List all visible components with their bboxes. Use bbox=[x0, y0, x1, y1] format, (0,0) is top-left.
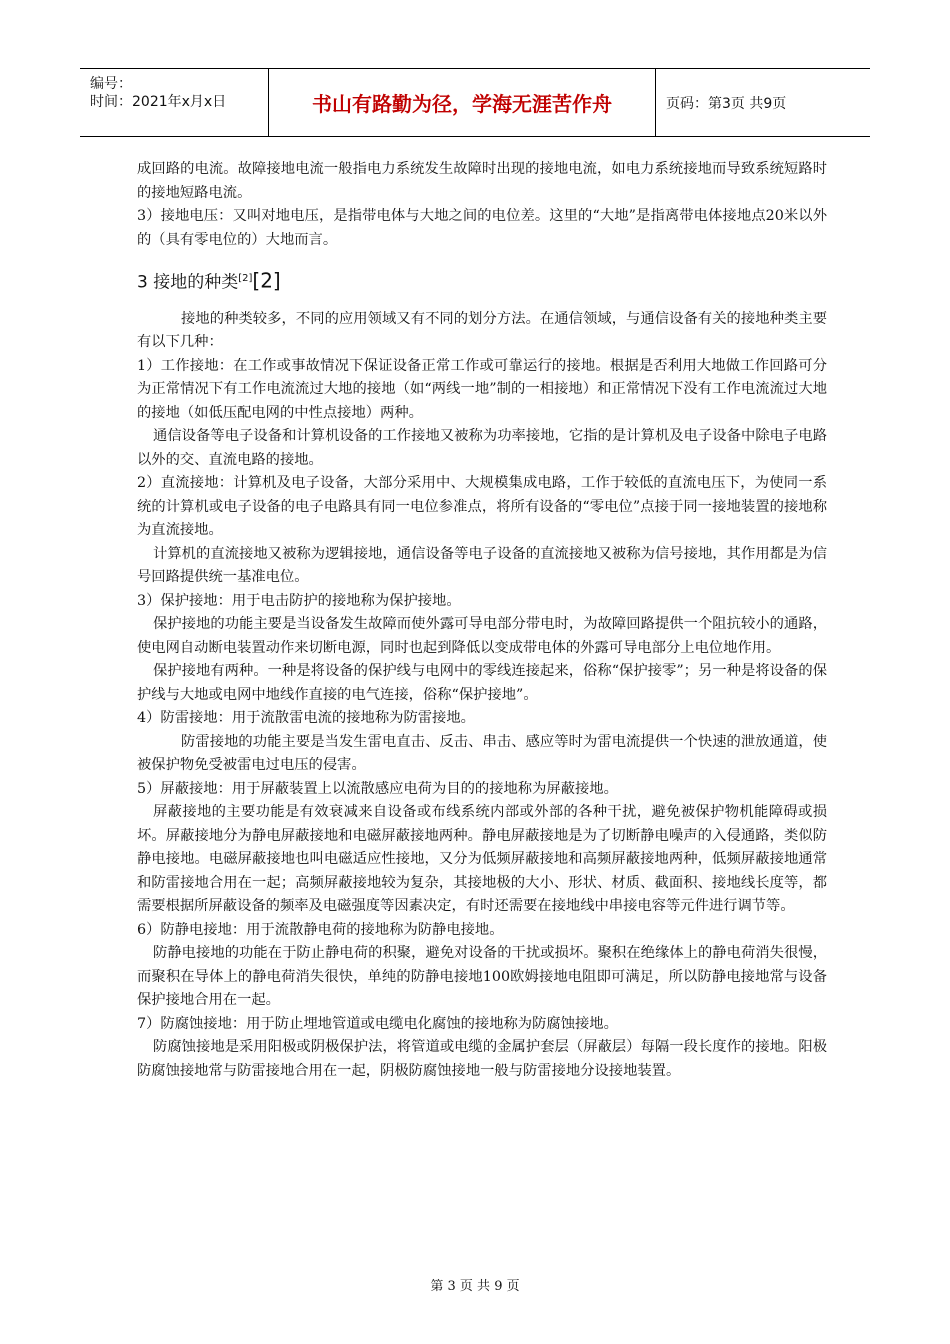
paragraph: 保护接地的功能主要是当设备发生故障而使外露可导电部分带电时，为故障回路提供一个阻抗较小的通路，使电网自动断电装置动作来切断电源，同时也起到降低以变成带电体的外露可导电部分上电位地作用。 bbox=[137, 616, 827, 656]
paragraph: 防静电接地的功能在于防止静电荷的积聚，避免对设备的干扰或损坏。聚积在绝缘体上的静电荷消失很慢，而聚积在导体上的静电荷消失很快，单纯的防静电接地100欧姆接地电阻即可满足，所以防静电接地常与设备保护接地合用在一起。 bbox=[137, 945, 827, 1009]
paragraph: 接地的种类较多，不同的应用领域又有不同的划分方法。在通信领域，与通信设备有关的接地种类主要有以下几种： bbox=[137, 310, 827, 351]
citation-superscript: [2] bbox=[238, 273, 253, 284]
page-header bbox=[80, 68, 870, 137]
paragraph: 通信设备等电子设备和计算机设备的工作接地又被称为功率接地，它指的是计算机及电子设备中除电子电路以外的交、直流电路的接地。 bbox=[137, 428, 827, 468]
header-info bbox=[80, 69, 268, 136]
list-item: 6）防静电接地：用于流散静电荷的接地称为防静电接地。 bbox=[137, 921, 504, 938]
list-item: 5）屏蔽接地：用于屏蔽装置上以流散感应电荷为目的的接地称为屏蔽接地。 bbox=[137, 780, 618, 797]
document-number-label: 编号： bbox=[90, 76, 132, 92]
section-title: 3 接地的种类 bbox=[137, 272, 239, 293]
list-item: 2）直流接地：计算机及电子设备，大部分采用中、大规模集成电路，工作于较低的直流电压下，为使同一系统的计算机或电子设备的电子电路具有同一电位参准点，将所有设备的“零电位”点接于同一接地装置的接地称为直流接地。 bbox=[137, 475, 827, 539]
list-item: 7）防腐蚀接地：用于防止埋地管道或电缆电化腐蚀的接地称为防腐蚀接地。 bbox=[137, 1015, 618, 1032]
list-item: 3）保护接地：用于电击防护的接地称为保护接地。 bbox=[137, 592, 461, 609]
paragraph: 保护接地有两种。一种是将设备的保护线与电网中的零线连接起来，俗称“保护接零”；另一种是将设备的保护线与大地或电网中地线作直接的电气连接，俗称“保护接地”。 bbox=[137, 663, 827, 703]
header-motto: 书山有路勤为径，学海无涯苦作舟 bbox=[312, 92, 612, 116]
list-item: 4）防雷接地：用于流散雷电流的接地称为防雷接地。 bbox=[137, 710, 475, 727]
paragraph: 3）接地电压：又叫对地电压，是指带电体与大地之间的电位差。这里的“大地”是指离带电体接地点20米以外的（具有零电位的）大地而言。 bbox=[137, 208, 827, 248]
paragraph: 屏蔽接地的主要功能是有效衰减来自设备或布线系统内部或外部的各种干扰，避免被保护物机能障碍或损坏。屏蔽接地分为静电屏蔽接地和电磁屏蔽接地两种。静电屏蔽接地是为了切断静电噪声的入侵通路，类似防静电接地。电磁屏蔽接地也叫电磁适应性接地，又分为低频屏蔽接地和高频屏蔽接地两种，低频屏蔽接地通常和防雷接地合用在一起；高频屏蔽接地较为复杂，其接地极的大小、形状、材质、截面积、接地线长度等，都需要根据所屏蔽设备的频率及电磁强度等因素决定，有时还需要在接地线中串接电容等元件进行调节等。 bbox=[137, 804, 827, 915]
document-date-label: 时间：2021年x月x日 bbox=[90, 94, 227, 110]
paragraph: 计算机的直流接地又被称为逻辑接地，通信设备等电子设备的直流接地又被称为信号接地，其作用都是为信号回路提供统一基准电位。 bbox=[137, 545, 827, 586]
paragraph: 防雷接地的功能主要是当发生雷电直击、反击、串击、感应等时为雷电流提供一个快速的泄放通道，使被保护物免受被雷电过电压的侵害。 bbox=[137, 733, 827, 774]
page-footer bbox=[0, 1275, 950, 1294]
document-body bbox=[137, 158, 827, 1083]
paragraph: 成回路的电流。故障接地电流一般指电力系统发生故障时出现的接地电流，如电力系统接地而导致系统短路时的接地短路电流。 bbox=[137, 161, 827, 201]
paragraph: 防腐蚀接地是采用阳极或阴极保护法，将管道或电缆的金属护套层（屏蔽层）每隔一段长度作的接地。阳极防腐蚀接地常与防雷接地合用在一起，阴极防腐蚀接地一般与防雷接地分设接地装置。 bbox=[137, 1039, 827, 1079]
header-divider bbox=[655, 69, 656, 136]
header-page-number: 页码：第3页 共9页 bbox=[666, 95, 787, 112]
section-heading bbox=[137, 266, 827, 296]
list-item: 1）工作接地：在工作或事故情况下保证设备正常工作或可靠运行的接地。根据是否利用大地做工作回路可分为正常情况下有工作电流流过大地的接地（如“两线一地”制的一相接地）和正常情况下没有工作电流流过大地的接地（如低压配电网的中性点接地）两种。 bbox=[137, 357, 827, 421]
citation-reference: [2] bbox=[252, 268, 281, 293]
footer-page-number: 第 3 页 共 9 页 bbox=[430, 1279, 520, 1294]
